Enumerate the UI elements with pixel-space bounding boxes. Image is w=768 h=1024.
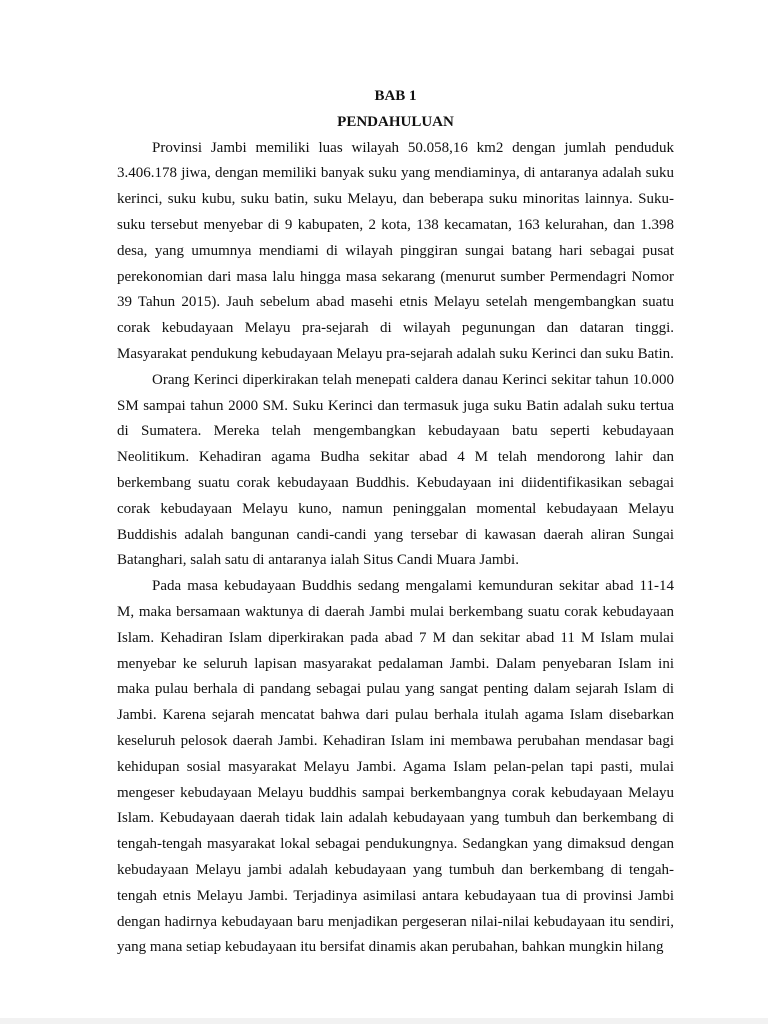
paragraph-2: Orang Kerinci diperkirakan telah menepati caldera danau Kerinci sekitar tahun 10.000 SM sampai tahun 2000 SM. Suku Kerinci dan termasuk juga suku Batin adalah suku tertua di Sumatera. Mereka telah mengembangkan kebudayaan batu seperti kebudayaan Neolitikum. Kehadiran agama Budha sekitar abad 4 M telah mendorong lahir dan berkembang suatu corak kebudayaan Buddhis. Kebudayaan ini diidentifikasikan sebagai corak kebudayaan Melayu kuno, namun peninggalan momental kebudayaan Melayu Buddishis adalah bangunan candi-candi yang tersebar di kawasan daerah aliran Sungai Batanghari, salah satu di antaranya ialah Situs Candi Muara Jambi.: [117, 371, 674, 569]
chapter-title: PENDAHULUAN: [337, 113, 454, 130]
chapter-heading: BAB 1: [374, 88, 417, 104]
paragraph-3: Pada masa kebudayaan Buddhis sedang mengalami kemunduran sekitar abad 11-14 M, maka bersamaan waktunya di daerah Jambi mulai berkembang suatu corak kebudayaan Islam. Kehadiran Islam diperkirakan pada abad 7 M dan sekitar abad 11 M Islam mulai menyebar ke seluruh lapisan masyarakat pedalaman Jambi. Dalam penyebaran Islam ini maka pulau berhala di pandang sebagai pulau yang sangat penting dalam sejarah Islam di Jambi. Karena sejarah mencatat bahwa dari pulau berhala itulah agama Islam disebarkan keseluruh pelosok daerah Jambi. Kehadiran Islam ini membawa perubahan mendasar bagi kehidupan sosial masyarakat Melayu Jambi. Agama Islam pelan-pelan tapi pasti, mulai mengeser kebudayaan Melayu buddhis sampai berkembangnya corak kebudayaan Melayu Islam. Kebudayaan daerah tidak lain adalah kebudayaan yang tumbuh dan berkembang di tengah-tengah masyarakat lokal sebagai pendukungnya. Sedangkan yang dimaksud dengan kebudayaan Melayu jambi adalah kebudayaan yang tumbuh dan berkembang di tengah-tengah etnis Melayu Jambi. Terjadinya asimilasi antara kebudayaan tua di provinsi Jambi dengan hadirnya kebudayaan baru menjadikan pergeseran nilai-nilai kebudayaan itu sendiri, yang mana setiap kebudayaan itu bersifat dinamis akan perubahan, bahkan mungkin hilang: [117, 578, 674, 956]
paragraph-1: Provinsi Jambi memiliki luas wilayah 50.058,16 km2 dengan jumlah penduduk 3.406.178 jiwa, dengan memiliki banyak suku yang mendiaminya, di antaranya adalah suku kerinci, suku kubu, suku batin, suku Melayu, dan beberapa suku minoritas lainnya. Suku-suku tersebut menyebar di 9 kabupaten, 2 kota, 138 kecamatan, 163 kelurahan, dan 1.398 desa, yang umumnya mendiami di wilayah pinggiran sungai batang hari sebagai pusat perekonomian dari masa lalu hingga masa sekarang (menurut sumber Permendagri Nomor 39 Tahun 2015). Jauh sebelum abad masehi etnis Melayu setelah mengembangkan suatu corak kebudayaan Melayu pra-sejarah di wilayah pegunungan dan dataran tinggi. Masyarakat pendukung kebudayaan Melayu pra-sejarah adalah suku Kerinci dan suku Batin.: [117, 139, 674, 362]
page-bottom-edge: [0, 1018, 768, 1024]
page-content: [117, 84, 674, 961]
